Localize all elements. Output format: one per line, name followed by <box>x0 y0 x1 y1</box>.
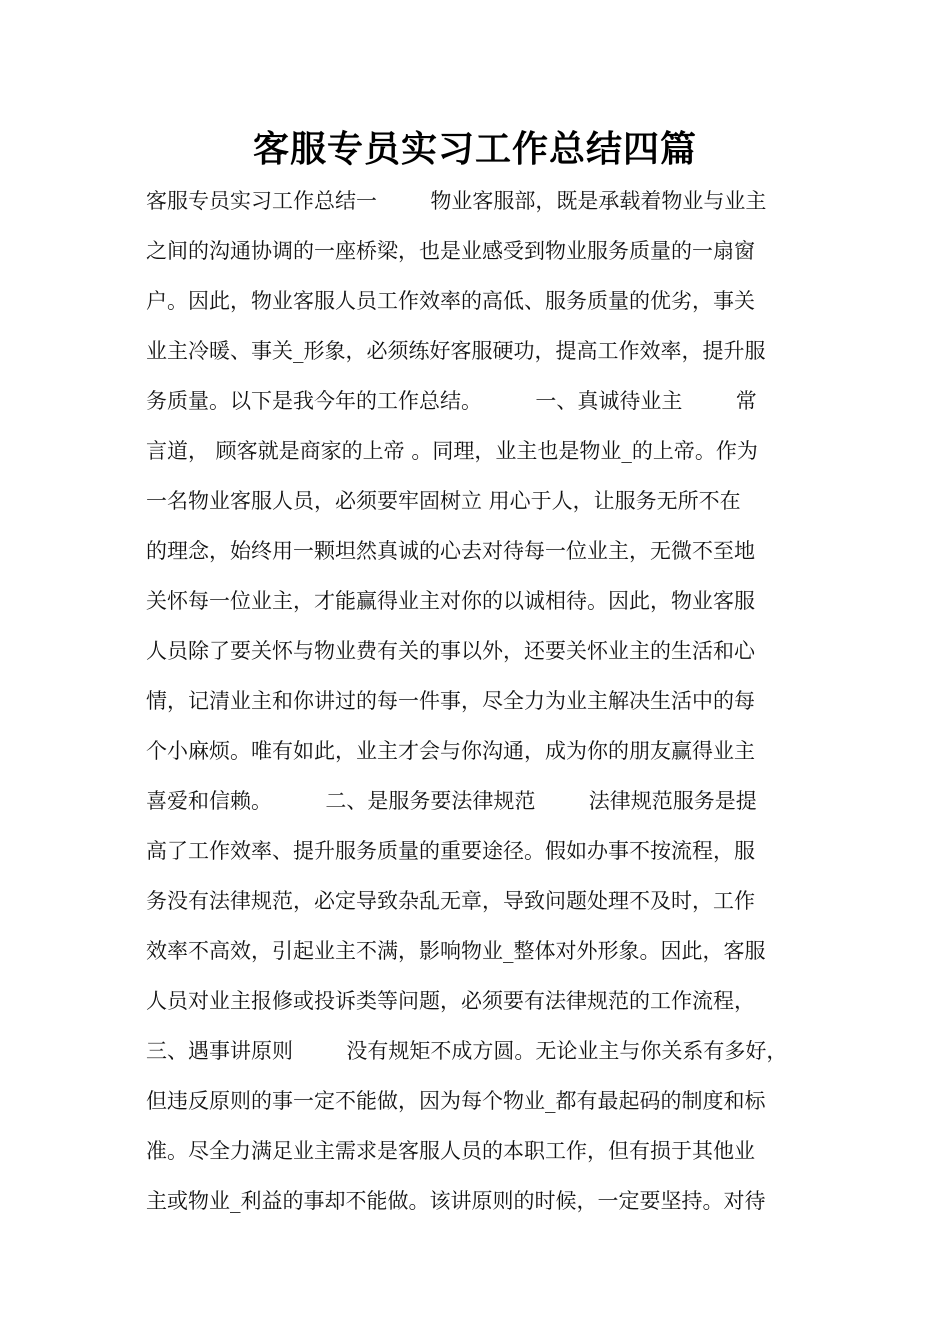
body-line: 情，记清业主和你讲过的每一件事，尽全力为业主解决生活中的每 <box>146 689 755 713</box>
body-line: 一名物业客服人员，必须要牢固树立 用心于人，让服务无所不在 <box>146 489 741 513</box>
body-line: 喜爱和信赖。 二、是服务要法律规范 法律规范服务是提 <box>146 789 757 813</box>
body-line: 个小麻烦。唯有如此，业主才会与你沟通，成为你的朋友赢得业主 <box>146 739 755 763</box>
body-line: 主或物业_利益的事却不能做。该讲原则的时候，一定要坚持。对待 <box>146 1189 766 1213</box>
document-body <box>146 176 826 1226</box>
body-line: 客服专员实习工作总结一 物业客服部，既是承载着物业与业主 <box>146 189 767 213</box>
body-line: 效率不高效，引起业主不满，影响物业_整体对外形象。因此，客服 <box>146 939 766 963</box>
body-line: 业主冷暖、事关_形象，必须练好客服硬功，提高工作效率，提升服 <box>146 339 766 363</box>
body-line: 的理念，始终用一颗坦然真诚的心去对待每一位业主，无微不至地 <box>146 539 755 563</box>
body-line: 人员除了要关怀与物业费有关的事以外，还要关怀业主的生活和心 <box>146 639 755 663</box>
document-title: 客服专员实习工作总结四篇 <box>252 129 697 170</box>
body-line: 言道， 顾客就是商家的上帝 。同理，业主也是物业_的上帝。作为 <box>146 439 758 463</box>
body-line: 人员对业主报修或投诉类等问题，必须要有法律规范的工作流程， <box>146 989 755 1013</box>
body-line: 户。因此，物业客服人员工作效率的高低、服务质量的优劣，事关 <box>146 289 755 313</box>
body-line: 务没有法律规范，必定导致杂乱无章，导致问题处理不及时，工作 <box>146 889 755 913</box>
body-line: 但违反原则的事一定不能做，因为每个物业_都有最起码的制度和标 <box>146 1089 766 1113</box>
body-line: 务质量。以下是我今年的工作总结。 一、真诚待业主 常 <box>146 389 757 413</box>
body-line: 关怀每一位业主，才能赢得业主对你的以诚相待。因此，物业客服 <box>146 589 755 613</box>
body-line: 准。尽全力满足业主需求是客服人员的本职工作，但有损于其他业 <box>146 1139 755 1163</box>
body-line: 高了工作效率、提升服务质量的重要途径。假如办事不按流程，服 <box>146 839 755 863</box>
body-line: 之间的沟通协调的一座桥梁，也是业感受到物业服务质量的一扇窗 <box>146 239 755 263</box>
body-line: 三、遇事讲原则 没有规矩不成方圆。无论业主与你关系有多好， <box>146 1039 788 1063</box>
